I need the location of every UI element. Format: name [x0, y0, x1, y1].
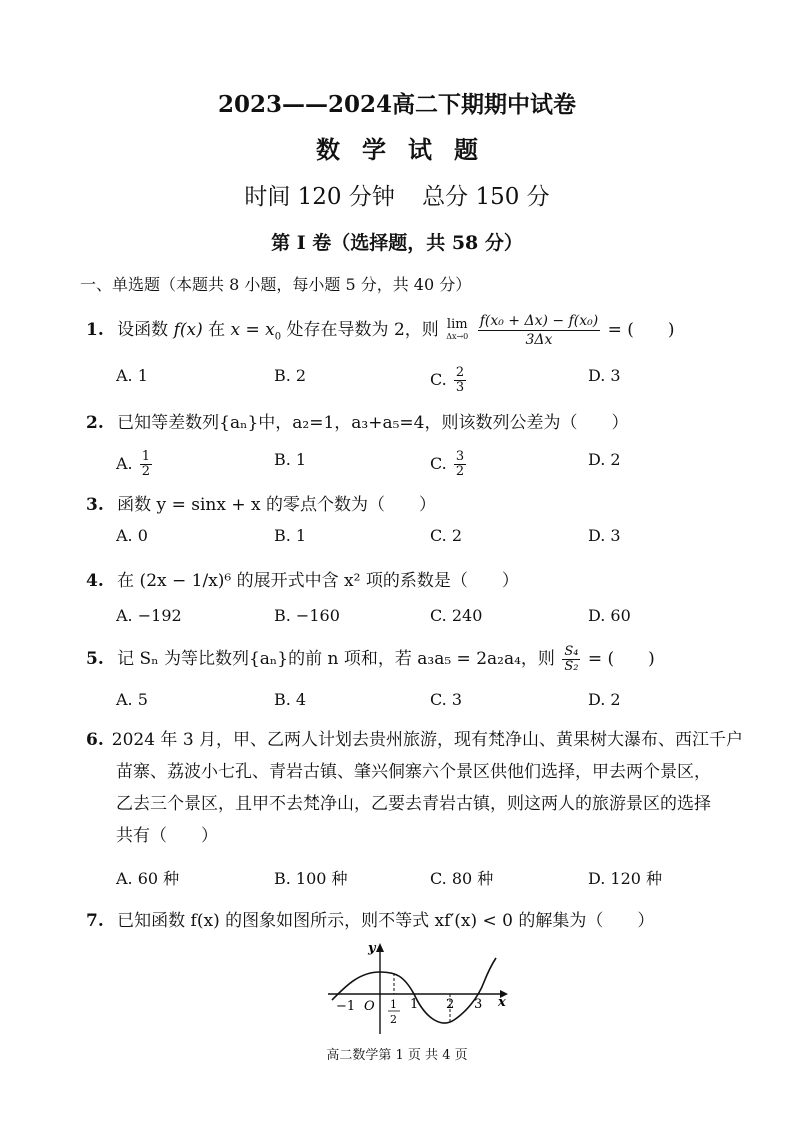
option-c[interactable]: C. 3 — [430, 690, 463, 709]
option-letter: A. — [116, 454, 133, 473]
fraction-numerator: f(x₀ + Δx) − f(x₀) — [479, 313, 599, 329]
question-line — [86, 820, 736, 852]
tick-half-den: 2 — [390, 1013, 397, 1026]
option-d[interactable]: D. 2 — [588, 690, 621, 709]
question-number: 1. — [86, 320, 104, 340]
exam-title: 2023——2024高二下期期中试卷 — [217, 91, 577, 118]
question-text: 2024 年 3 月，甲、乙两人计划去贵州旅游，现有梵净山、黄果树大瀑布、西江千户 — [111, 730, 744, 750]
ratio-fraction — [562, 645, 580, 674]
option-a[interactable]: A. 60 种 — [116, 869, 180, 888]
x-label: x — [498, 995, 506, 1010]
option-letter: C. — [430, 370, 447, 389]
fraction-numerator: 3 — [455, 449, 465, 464]
option-a[interactable] — [116, 450, 154, 479]
question-number: 5. — [86, 649, 104, 669]
question-1 — [86, 312, 675, 349]
option-letter: C. — [430, 454, 447, 473]
y-label: y — [368, 941, 376, 956]
fraction-numerator: 2 — [455, 365, 465, 380]
question-number: 4. — [86, 571, 104, 591]
option-fraction — [140, 450, 152, 479]
options-q5 — [116, 690, 676, 720]
answer-paren-close: ) — [648, 649, 655, 669]
fraction-numerator: S₄ — [564, 644, 579, 659]
question-number: 6. — [86, 730, 104, 750]
question-line — [86, 724, 744, 756]
options-q4 — [116, 606, 676, 636]
options-q2 — [116, 450, 676, 480]
option-c[interactable] — [430, 450, 468, 479]
tick-half-num: 1 — [390, 998, 397, 1011]
question-text: 已知函数 f(x) 的图象如图所示，则不等式 xf′(x) < 0 的解集为（ — [117, 911, 604, 931]
question-text: 共有（ — [116, 826, 167, 846]
option-c[interactable]: C. 80 种 — [430, 869, 494, 888]
option-d[interactable]: D. 3 — [588, 366, 621, 385]
question-line: 苗寨、荔波小七孔、青岩古镇、肇兴侗寨六个景区供他们选择，甲去两个景区， — [116, 762, 711, 782]
answer-paren-close: ） — [637, 911, 655, 931]
fraction-numerator: 1 — [141, 449, 151, 464]
option-a[interactable]: A. −192 — [116, 606, 182, 625]
question-4 — [86, 566, 519, 591]
question-text: 处存在导数为 2，则 — [286, 320, 439, 340]
option-d[interactable]: D. 60 — [588, 606, 631, 625]
fraction-denominator: 2 — [455, 464, 465, 479]
question-number: 7. — [86, 911, 104, 931]
question-3 — [86, 490, 436, 515]
limit-symbol — [446, 316, 469, 343]
question-number: 2. — [86, 413, 104, 433]
answer-paren-close: ） — [418, 495, 436, 515]
question-5 — [86, 644, 655, 674]
question-text: 已知等差数列{aₙ}中，a₂=1，a₃+a₅=4，则该数列公差为（ — [117, 413, 578, 433]
option-a[interactable]: A. 0 — [116, 526, 148, 545]
option-d[interactable]: D. 120 种 — [588, 869, 663, 888]
limit-subscript: Δx→0 — [446, 331, 469, 341]
option-c[interactable]: C. 2 — [430, 526, 463, 545]
option-b[interactable]: B. −160 — [274, 606, 340, 625]
subject-title: 数学试题 — [316, 135, 500, 164]
tick-two: 2 — [446, 997, 455, 1012]
option-fraction — [454, 366, 466, 395]
section-title: 一、单选题（本题共 8 小题，每小题 5 分，共 40 分） — [80, 275, 472, 294]
question-6 — [86, 724, 744, 852]
fraction-denominator: 3 — [455, 380, 465, 395]
limit-fraction — [478, 312, 601, 349]
option-a[interactable]: A. 1 — [116, 366, 148, 385]
fraction-denominator: S₂ — [564, 659, 579, 674]
limit-label: lim — [446, 316, 468, 332]
exam-time: 时间 120 分钟 — [244, 184, 395, 210]
fraction-denominator: 2 — [141, 464, 151, 479]
option-b[interactable]: B. 100 种 — [274, 869, 348, 888]
function-curve — [332, 958, 496, 1023]
part-title: 第 I 卷（选择题，共 58 分） — [271, 232, 523, 254]
question-text: 函数 y = sinx + x 的零点个数为（ — [117, 495, 385, 515]
tick-one: 1 — [410, 997, 419, 1012]
math-subscript: 0 — [274, 331, 282, 343]
options-q1 — [116, 366, 676, 396]
answer-paren-close: ) — [667, 320, 675, 340]
option-b[interactable]: B. 1 — [274, 450, 307, 469]
y-axis-arrow-icon — [376, 943, 384, 952]
question-text: 在 (2x − 1/x)⁶ 的展开式中含 x² 项的系数是（ — [117, 571, 468, 591]
options-q6 — [116, 866, 676, 896]
option-c[interactable] — [430, 366, 468, 395]
question-text: = ( — [607, 320, 634, 340]
options-q3 — [116, 526, 676, 556]
page-footer: 高二数学第 1 页 共 4 页 — [326, 1048, 468, 1063]
option-fraction — [454, 450, 466, 479]
exam-score: 总分 150 分 — [422, 184, 550, 210]
origin-label: O — [364, 999, 375, 1014]
question-text: 设函数 — [117, 320, 169, 340]
fraction-denominator: 3Δx — [525, 332, 553, 348]
question-7 — [86, 906, 654, 931]
question-text: = ( — [587, 649, 615, 669]
question-line: 乙去三个景区，且甲不去梵净山，乙要去青岩古镇，则这两人的旅游景区的选择 — [116, 794, 711, 814]
option-b[interactable]: B. 4 — [274, 690, 307, 709]
answer-paren-close: ） — [201, 826, 218, 846]
math-fx: f(x) — [173, 320, 203, 340]
exam-info — [0, 178, 794, 211]
tick-three: 3 — [474, 997, 483, 1012]
math-cond: x = x — [230, 320, 275, 340]
question-number: 3. — [86, 495, 104, 515]
option-b[interactable]: B. 1 — [274, 526, 307, 545]
option-d[interactable]: D. 3 — [588, 526, 621, 545]
option-b[interactable]: B. 2 — [274, 366, 307, 385]
option-a[interactable]: A. 5 — [116, 690, 148, 709]
answer-paren-close: ） — [501, 571, 519, 591]
tick-minus-one: −1 — [336, 999, 356, 1014]
answer-paren-close: ） — [611, 413, 629, 433]
option-d[interactable]: D. 2 — [588, 450, 621, 469]
function-graph — [322, 940, 512, 1040]
question-text: 在 — [208, 320, 226, 340]
question-text: 记 Sₙ 为等比数列{aₙ}的前 n 项和，若 a₃a₅ = 2a₂a₄，则 — [117, 649, 555, 669]
option-c[interactable]: C. 240 — [430, 606, 483, 625]
question-2 — [86, 408, 629, 433]
